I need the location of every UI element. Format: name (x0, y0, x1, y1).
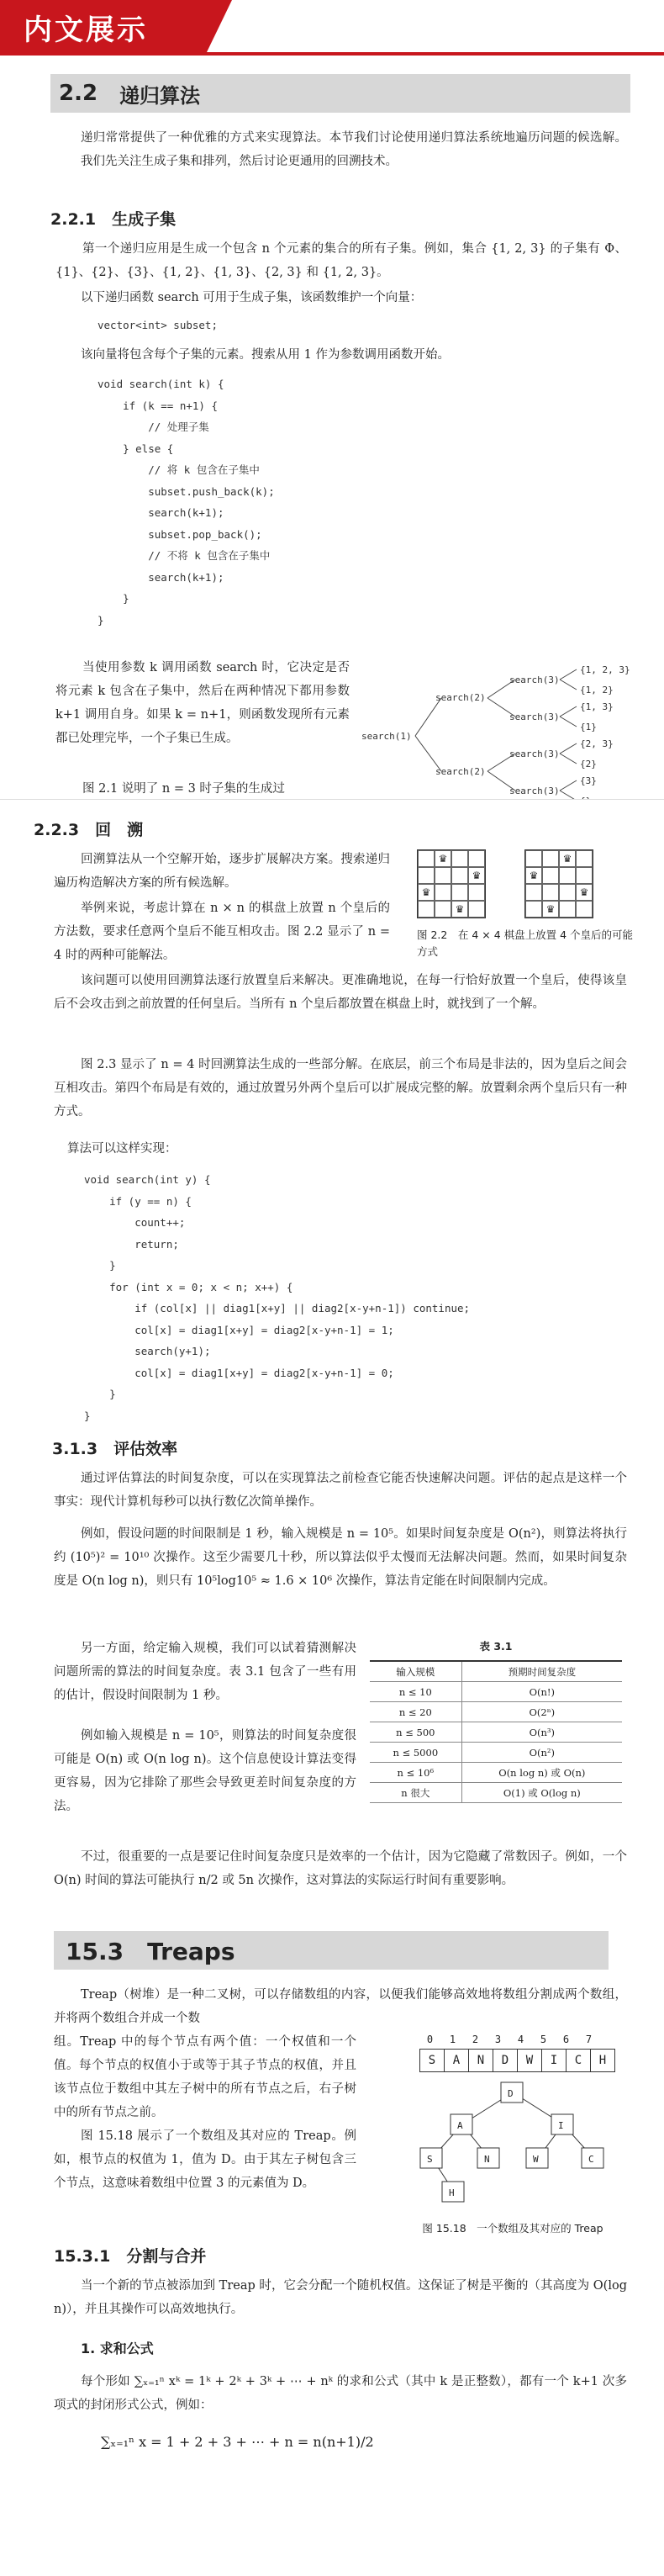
page-header (0, 0, 664, 57)
paragraph: 第一个递归应用是生成一个包含 n 个元素的集合的所有子集。例如，集合 {1, 2, 3} 的子集有 Φ、{1}、{2}、{3}、{1, 2}、{1, 3}、{2, 3} 和 {1, 2, 3}。 (55, 242, 627, 279)
section-divider (0, 799, 664, 812)
chessboard-solution-1 (417, 849, 486, 918)
sum-heading: 1. 求和公式 (81, 2341, 154, 2356)
section-title: 15.3 Treaps (66, 1938, 235, 1965)
tree-leaf: {2, 3} (580, 738, 614, 749)
queen-icon: ♛ (542, 901, 559, 918)
subsection-2-2-1-heading: 2.2.1 生成子集 (50, 210, 177, 229)
complexity-table (370, 1660, 622, 1803)
queen-icon: ♛ (451, 901, 468, 918)
tree-node: search(3) (509, 711, 560, 722)
queen-icon: ♛ (576, 884, 593, 901)
tree-leaf: {1, 3} (580, 701, 614, 712)
tree-leaf: {2} (580, 759, 597, 770)
paragraph: 通过评估算法的时间复杂度，可以在实现算法之前检查它能否快速解决问题。评估的起点是这样一个事实：现代计算机每秒可以执行数亿次简单操作。 (54, 1472, 627, 1509)
recursion-tree-figure (361, 664, 639, 807)
paragraph-cut: 图 2.1 说明了 n = 3 时子集的生成过 (82, 782, 285, 796)
queen-icon: ♛ (468, 867, 485, 884)
table-row: n ≤ 5000 O(n²) (370, 1743, 622, 1763)
array-index-row: 0 1 2 3 4 5 6 7 (426, 2034, 593, 2045)
paragraph: 不过，很重要的一点是要记住时间复杂度只是效率的一个估计，因为它隐藏了常数因子。例如，一个 O(n) 时间的算法可能执行 n/2 或 5n 次操作，这对算法的实际运行时间有重要影响。 (54, 1850, 627, 1887)
queen-icon: ♛ (559, 850, 576, 867)
section-title: 递归算法 (119, 83, 201, 108)
header-rule (0, 52, 664, 56)
queen-icon: ♛ (525, 867, 542, 884)
svg-text:W: W (533, 2154, 539, 2165)
header-title: 内文展示 (24, 13, 148, 47)
paragraph-continued: 组。Treap 中的每个节点有两个值：一个权值和一个值。每个节点的权值小于或等于其子节点的权值，并且该节点位于数组中其左子树中的所有节点之后，右子树中的所有节点之前。 (54, 2035, 356, 2119)
paragraph: 该问题可以使用回溯算法逐行放置皇后来解决。更准确地说，在每一行恰好放置一个皇后，使得该皇后不会攻击到之前放置的任何皇后。当所有 n 个皇后都放置在棋盘上时，就找到了一个解。 (54, 974, 627, 1011)
paragraph: 当使用参数 k 调用函数 search 时，它决定是否将元素 k 包含在子集中，然后在两种情况下都用参数 k+1 调用自身。如果 k = n+1，则函数发现所有元素都已处理完毕，一个子集已生成。 (55, 661, 350, 745)
section-number: 2.2 (59, 81, 98, 106)
section-2-2-bar (50, 74, 630, 113)
paragraph: 当一个新的节点被添加到 Treap 时，它会分配一个随机权值。这保证了树是平衡的（其高度为 O(log n)），并且其操作可以高效地执行。 (54, 2279, 627, 2316)
queen-icon: ♛ (418, 884, 435, 901)
paragraph: 举例来说，考虑计算在 n × n 的棋盘上放置 n 个皇后的方法数，要求任意两个皇后不能互相攻击。图 2.2 显示了 n = 4 时的两种可能解法。 (54, 902, 390, 962)
paragraph: 回溯算法从一个空解开始，逐步扩展解决方案。搜索递归遍历构造解决方案的所有候选解。 (54, 853, 390, 890)
svg-text:H: H (449, 2187, 455, 2198)
tree-leaf: {1, 2, 3} (580, 664, 630, 675)
paragraph: 图 2.3 显示了 n = 4 时回溯算法生成的一些部分解。在底层，前三个布局是非法的，因为皇后之间会互相攻击。第四个布局是有效的，通过放置另外两个皇后可以扩展成完整的解。放置剩余两个皇后只有一种方式。 (54, 1058, 627, 1119)
table-row: n ≤ 20 O(2ⁿ) (370, 1702, 622, 1722)
figure-caption: 图 2.2 在 4 × 4 棋盘上放置 4 个皇后的可能方式 (417, 928, 634, 958)
tree-node: search(3) (509, 748, 560, 759)
table-header: 预期时间复杂度 (461, 1661, 622, 1682)
section-15-3-bar (54, 1931, 609, 1970)
tree-node: search(2) (435, 766, 486, 777)
svg-text:C: C (588, 2154, 594, 2165)
svg-text:A: A (457, 2120, 463, 2131)
tree-node-root: search(1) (361, 731, 412, 742)
tree-leaf: {3} (580, 775, 597, 786)
header-tab (0, 0, 207, 52)
paragraph: 例如，假设问题的时间限制是 1 秒，输入规模是 n = 10⁵。如果时间复杂度是 O(n²)，则算法将执行约 (10⁵)² = 10¹⁰ 次操作。这至少需要几十秒，所以算法似乎太慢而无法解决问题。然而，如果时间复杂度是 O(n log n)，则只有 10⁵log10⁵ ≈ 1.6 × 10⁶ 次操作，算法肯定能在时间限制内完成。 (54, 1527, 627, 1588)
intro-paragraph: 递归常常提供了一种优雅的方式来实现算法。本节我们讨论使用递归算法系统地遍历问题的候选解。我们先关注生成子集和排列，然后讨论更通用的回溯技术。 (81, 131, 627, 168)
table-caption: 表 3.1 (479, 1640, 513, 1653)
subsection-15-3-1-heading: 15.3.1 分割与合并 (54, 2247, 207, 2266)
table-row: n ≤ 10⁶ O(n log n) 或 O(n) (370, 1763, 622, 1783)
chessboard-solution-2 (524, 849, 593, 918)
table-row: n 很大 O(1) 或 O(log n) (370, 1783, 622, 1803)
paragraph: Treap（树堆）是一种二叉树，可以存储数组的内容，以便我们能够高效地将数组分割成两个数组，并将两个数组合并成一个数 (54, 1988, 627, 2025)
tree-leaf: {1, 2} (580, 685, 614, 696)
paragraph: 另一方面，给定输入规模，我们可以试着猜测解决问题所需的算法的时间复杂度。表 3.1 包含了一些有用的估计，假设时间限制为 1 秒。 (54, 1642, 356, 1702)
table-row: n ≤ 10 O(n!) (370, 1682, 622, 1702)
svg-text:D: D (508, 2088, 514, 2099)
paragraph: 每个形如 ∑ₓ₌₁ⁿ xᵏ = 1ᵏ + 2ᵏ + 3ᵏ + ⋯ + nᵏ 的求和公式（其中 k 是正整数），都有一个 k+1 次多项式的封闭形式公式，例如： (54, 2375, 627, 2412)
svg-text:S: S (427, 2154, 433, 2165)
tree-node: search(3) (509, 785, 560, 796)
paragraph: 以下递归函数 search 可用于生成子集，该函数维护一个向量： (81, 291, 423, 304)
subsection-2-2-3-heading: 2.2.3 回 溯 (34, 821, 144, 839)
subsection-3-1-3-heading: 3.1.3 评估效率 (52, 1440, 178, 1458)
array-cells: S A N D W I C H (420, 2049, 615, 2072)
paragraph: 算法可以这样实现： (67, 1142, 177, 1156)
tree-leaf: {1} (580, 722, 597, 733)
tree-node: search(2) (435, 692, 486, 703)
paragraph: 图 15.18 展示了一个数组及其对应的 Treap。例如，根节点的权值为 1，值为 D。由于其左子树包含三个节点，这意味着数组中位置 3 的元素值为 D。 (54, 2129, 356, 2190)
svg-text:I: I (558, 2120, 564, 2131)
tree-node: search(3) (509, 674, 560, 685)
treap-figure (395, 2081, 622, 2215)
paragraph: 例如输入规模是 n = 10⁵，则算法的时间复杂度很可能是 O(n) 或 O(n log n)。这个信息使设计算法变得更容易，因为它排除了那些会导致更差时间复杂度的方法。 (54, 1729, 356, 1813)
code-block: vector<int> subset; (97, 319, 218, 331)
table-row: n ≤ 500 O(n³) (370, 1722, 622, 1743)
code-block-search: void search(int k) { if (k == n+1) { // 处理子集 } else { // 将 k 包含在子集中 subset.push_back(k); search(k+1); subset.pop_back(); // 不将 k 包含在子集中 search(k+1); } } (97, 378, 275, 627)
sum-formula: ∑ₓ₌₁ⁿ x = 1 + 2 + 3 + ⋯ + n = n(n+1)/2 (101, 2434, 374, 2450)
table-header: 输入规模 (370, 1661, 461, 1682)
queen-icon: ♛ (435, 850, 451, 867)
figure-caption: 图 15.18 一个数组及其对应的 Treap (422, 2222, 603, 2235)
code-block-queens: void search(int y) { if (y == n) { count++; return; } for (int x = 0; x < n; x++) { if (col[x] || diag1[x+y] || diag2[x-y+n-1]) continue; col[x] = diag1[x+y] = diag2[x-y+n-1] = 1; search(y+1); col[x] = diag1[x+y] = diag2[x-y+n-1] = 0; } } (84, 1173, 471, 1422)
svg-text:N: N (484, 2154, 490, 2165)
paragraph: 该向量将包含每个子集的元素。搜索从用 1 作为参数调用函数开始。 (81, 348, 450, 362)
